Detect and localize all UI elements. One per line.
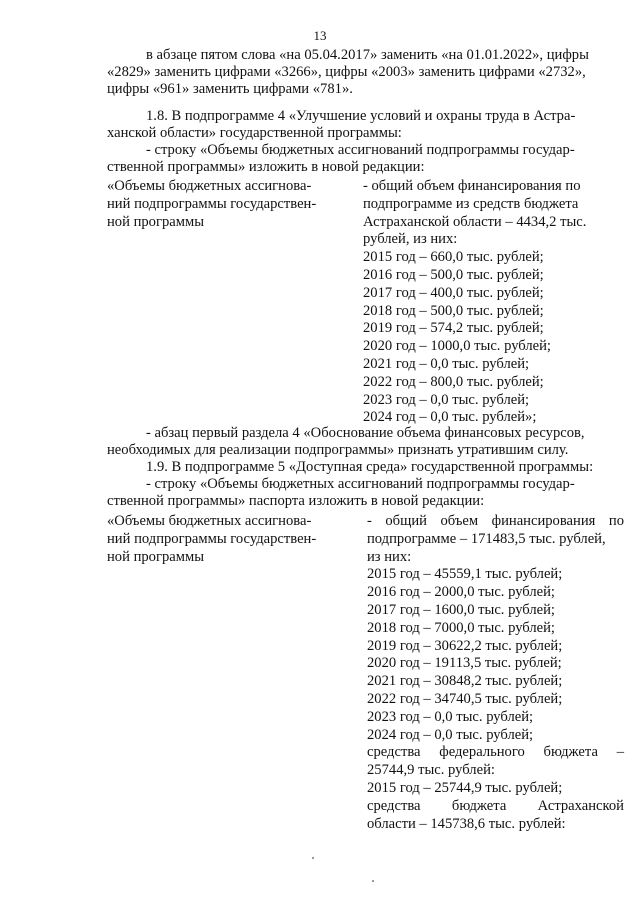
section-1-8-table-left — [107, 178, 316, 231]
table-left-line: ной программы — [107, 548, 205, 565]
table-right-line: Астраханской области – 4434,2 тыс. — [363, 213, 587, 230]
table-right-line: 2022 год – 34740,5 тыс. рублей; — [367, 690, 563, 707]
page-number: 13 — [313, 28, 327, 43]
section-1-8-instruction-line-2: ственной программы» изложить в новой редакции: — [107, 159, 425, 175]
table-right-line: 2019 год – 574,2 тыс. рублей; — [363, 320, 544, 337]
table-right-line: 2022 год – 800,0 тыс. рублей; — [363, 373, 544, 390]
table-right-line: - общий объем финансирования по — [367, 513, 624, 529]
table-right-line: 2020 год – 19113,5 тыс. рублей; — [367, 655, 562, 672]
table-left-line: ной программы — [107, 213, 205, 230]
section-1-9-table-right — [367, 513, 624, 833]
intro-line-3: цифры «961» заменить цифрами «781». — [107, 81, 353, 97]
section-1-8-instruction-line-1: - строку «Объемы бюджетных ассигнований подпрограммы государ- — [146, 142, 575, 158]
table-right-line: 2017 год – 400,0 тыс. рублей; — [363, 284, 544, 301]
table-right-line: 2020 год – 1000,0 тыс. рублей; — [363, 338, 551, 355]
section-1-9-heading: 1.9. В подпрограмме 5 «Доступная среда» государственной программы: — [146, 459, 594, 475]
table-right-line: 25744,9 тыс. рублей: — [367, 762, 495, 779]
table-left-line: ний подпрограммы государствен- — [107, 530, 317, 547]
scan-speck — [312, 857, 314, 859]
table-right-line: 2023 год – 0,0 тыс. рублей; — [363, 391, 530, 408]
section-1-8-after-line-2: необходимых для реализации подпрограммы» признать утратившим силу. — [107, 442, 569, 458]
section-1-8-heading-line-1: 1.8. В подпрограмме 4 «Улучшение условий и охраны труда в Астра- — [146, 108, 576, 124]
table-right-line: подпрограмме из средств бюджета — [363, 195, 579, 212]
table-right-line: 2021 год – 0,0 тыс. рублей; — [363, 355, 530, 372]
table-right-line: 2018 год – 500,0 тыс. рублей; — [363, 302, 544, 319]
section-1-8-after-line-1: - абзац первый раздела 4 «Обоснование объема финансовых ресурсов, — [146, 425, 585, 441]
table-right-line: 2018 год – 7000,0 тыс. рублей; — [367, 619, 555, 636]
table-right-line: 2024 год – 0,0 тыс. рублей»; — [363, 409, 537, 426]
table-right-line: 2015 год – 45559,1 тыс. рублей; — [367, 566, 563, 583]
intro-line-2: «2829» заменить цифрами «3266», цифры «2003» заменить цифрами «2732», — [107, 64, 586, 80]
table-right-line: 2017 год – 1600,0 тыс. рублей; — [367, 601, 555, 618]
table-left-line: «Объемы бюджетных ассигнова- — [107, 178, 312, 194]
scan-speck — [372, 880, 374, 882]
table-right-line: 2024 год – 0,0 тыс. рублей; — [367, 726, 534, 743]
table-left-line: «Объемы бюджетных ассигнова- — [107, 513, 312, 529]
table-right-line: области – 145738,6 тыс. рублей: — [367, 815, 566, 832]
table-left-line: ний подпрограммы государствен- — [107, 195, 317, 212]
table-right-line: подпрограмме – 171483,5 тыс. рублей, — [367, 530, 606, 547]
section-1-9-instruction-line-1: - строку «Объемы бюджетных ассигнований подпрограммы государ- — [146, 476, 575, 492]
table-right-line: 2021 год – 30848,2 тыс. рублей; — [367, 673, 563, 690]
table-right-line: из них: — [367, 548, 412, 565]
table-right-line: - общий объем финансирования по — [363, 178, 581, 194]
table-right-line: средства федерального бюджета – — [367, 744, 624, 761]
table-right-line: 2016 год – 2000,0 тыс. рублей; — [367, 584, 555, 601]
table-right-line: 2016 год – 500,0 тыс. рублей; — [363, 266, 544, 283]
section-1-9-table-left — [107, 513, 316, 566]
section-1-8-table-right — [363, 178, 586, 427]
table-right-line: средства бюджета Астраханской — [367, 797, 624, 814]
section-1-8-heading-line-2: ханской области» государственной программы: — [107, 125, 402, 141]
section-1-9-instruction-line-2: ственной программы» паспорта изложить в новой редакции: — [107, 493, 485, 509]
table-right-line: 2019 год – 30622,2 тыс. рублей; — [367, 637, 563, 654]
table-right-line: 2023 год – 0,0 тыс. рублей; — [367, 708, 534, 725]
intro-line-1: в абзаце пятом слова «на 05.04.2017» заменить «на 01.01.2022», цифры — [146, 47, 589, 63]
table-right-line: 2015 год – 25744,9 тыс. рублей; — [367, 779, 563, 796]
table-right-line: рублей, из них: — [363, 231, 458, 248]
table-right-line: 2015 год – 660,0 тыс. рублей; — [363, 249, 544, 266]
